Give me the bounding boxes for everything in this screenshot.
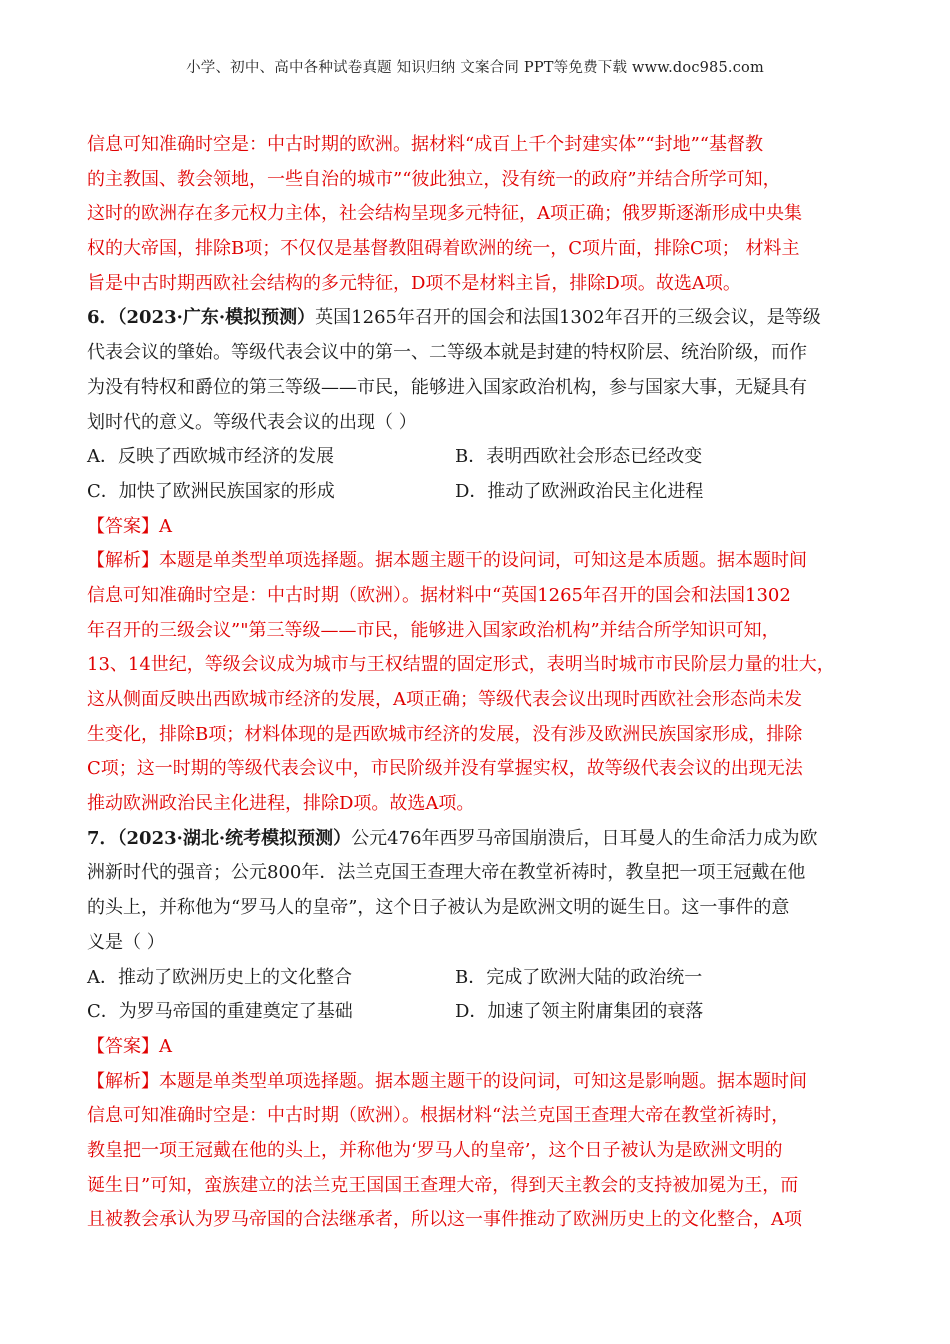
option-c: C．加快了欧洲民族国家的形成 bbox=[87, 480, 335, 502]
analysis-tag: 【解析】 bbox=[87, 550, 159, 572]
question-stem-line bbox=[87, 822, 867, 857]
text-line: 旨是中古时期西欧社会结构的多元特征，D项不是材料主旨，排除D项。故选A项。 bbox=[87, 272, 741, 294]
question-source: （2023·广东·模拟预测） bbox=[117, 307, 316, 329]
question-stem-line: 的头上，并称他为“罗马人的皇帝”，这个日子被认为是欧洲文明的诞生日。这一事件的意 bbox=[87, 897, 790, 919]
option-d: D．加速了领主附庸集团的衰落 bbox=[455, 1001, 704, 1023]
option-a: A．反映了西欧城市经济的发展 bbox=[87, 446, 334, 468]
option-b: B．完成了欧洲大陆的政治统一 bbox=[455, 966, 703, 988]
question-7 bbox=[87, 822, 867, 1238]
question-number: 6． bbox=[87, 307, 118, 329]
analysis-line: 信息可知准确时空是：中古时期（欧洲）。根据材料“法兰克国王查理大帝在教堂祈祷时， bbox=[87, 1105, 790, 1127]
question-stem-line: 划时代的意义。等级代表会议的出现（ ） bbox=[87, 411, 417, 433]
answer: 【答案】A bbox=[87, 1035, 172, 1057]
analysis bbox=[87, 1065, 867, 1238]
option-a: A．推动了欧洲历史上的文化整合 bbox=[87, 966, 352, 988]
analysis-line: C项；这一时期的等级代表会议中，市民阶级并没有掌握实权，故等级代表会议的出现无法 bbox=[87, 758, 803, 780]
text-line: 的主教国、教会领地，一些自治的城市”“彼此独立，没有统一的政府”并结合所学可知， bbox=[87, 168, 781, 190]
option-c: C．为罗马帝国的重建奠定了基础 bbox=[87, 1001, 353, 1023]
question-number: 7． bbox=[87, 827, 118, 849]
analysis-line: 这从侧面反映出西欧城市经济的发展，A项正确；等级代表会议出现时西欧社会形态尚未发 bbox=[87, 689, 802, 710]
prev-analysis bbox=[87, 128, 867, 301]
question-stem-line: 洲新时代的强音；公元800年．法兰克国王查理大帝在教堂祈祷时，教皇把一项王冠戴在他 bbox=[87, 862, 806, 884]
question-stem-line: 为没有特权和爵位的第三等级——市民，能够进入国家政治机构，参与国家大事，无疑具有 bbox=[87, 376, 807, 398]
question-stem-line: 代表会议的肇始。等级代表会议中的第一、二等级本就是封建的特权阶层、统治阶级，而作 bbox=[87, 342, 807, 364]
options-row bbox=[87, 995, 867, 1030]
answer: 【答案】A bbox=[87, 515, 172, 537]
option-d: D．推动了欧洲政治民主化进程 bbox=[455, 480, 704, 502]
analysis-line: 信息可知准确时空是：中古时期（欧洲）。据材料中“英国1265年召开的国会和法国1302 bbox=[87, 584, 791, 606]
option-b: B．表明西欧社会形态已经改变 bbox=[455, 446, 703, 468]
analysis-line bbox=[87, 1065, 867, 1100]
question-stem-line: 义是（ ） bbox=[87, 931, 165, 953]
page-header: 小学、初中、高中各种试卷真题 知识归纳 文案合同 PPT等免费下载 www.doc985.com bbox=[186, 60, 764, 76]
analysis bbox=[87, 544, 867, 822]
analysis-line bbox=[87, 544, 867, 579]
analysis-text: 本题是单类型单项选择题。据本题主题干的设问词，可知这是本质题。据本题时间 bbox=[159, 550, 807, 572]
options-row bbox=[87, 440, 867, 475]
analysis-line: 年召开的三级会议”"第三等级——市民，能够进入国家政治机构”并结合所学知识可知， bbox=[87, 619, 780, 641]
options-row bbox=[87, 961, 867, 996]
analysis-line: 13、14世纪，等级会议成为城市与王权结盟的固定形式，表明当时城市市民阶层力量的壮大， bbox=[87, 654, 835, 676]
analysis-line: 且被教会承认为罗马帝国的合法继承者，所以这一事件推动了欧洲历史上的文化整合，A项 bbox=[87, 1209, 802, 1231]
question-6 bbox=[87, 301, 867, 821]
analysis-text: 本题是单类型单项选择题。据本题主题干的设问词，可知这是影响题。据本题时间 bbox=[159, 1070, 807, 1092]
analysis-line: 教皇把一项王冠戴在他的头上，并称他为‘罗马人的皇帝’，这个日子被认为是欧洲文明的 bbox=[87, 1139, 783, 1161]
text-line: 信息可知准确时空是：中古时期的欧洲。据材料“成百上千个封建实体”“封地”“基督教 bbox=[87, 134, 764, 155]
options-row bbox=[87, 475, 867, 510]
analysis-tag: 【解析】 bbox=[87, 1070, 159, 1092]
question-stem-text: 英国1265年召开的国会和法国1302年召开的三级会议，是等级 bbox=[315, 307, 821, 329]
question-stem-text: 公元476年西罗马帝国崩溃后，日耳曼人的生命活力成为欧 bbox=[351, 827, 818, 849]
analysis-line: 诞生日”可知，蛮族建立的法兰克王国国王查理大帝，得到天主教会的支持被加冕为王，而 bbox=[87, 1174, 799, 1196]
text-line: 这时的欧洲存在多元权力主体，社会结构呈现多元特征，A项正确；俄罗斯逐渐形成中央集 bbox=[87, 203, 802, 225]
document-body bbox=[87, 128, 867, 1238]
analysis-line: 推动欧洲政治民主化进程，排除D项。故选A项。 bbox=[87, 793, 475, 815]
analysis-line: 生变化，排除B项；材料体现的是西欧城市经济的发展，没有涉及欧洲民族国家形成，排除 bbox=[87, 723, 803, 745]
text-line: 权的大帝国，排除B项；不仅仅是基督教阻碍着欧洲的统一，C项片面，排除C项； 材料主 bbox=[87, 238, 800, 260]
question-stem-line bbox=[87, 301, 867, 336]
question-source: （2023·湖北·统考模拟预测） bbox=[117, 827, 352, 849]
